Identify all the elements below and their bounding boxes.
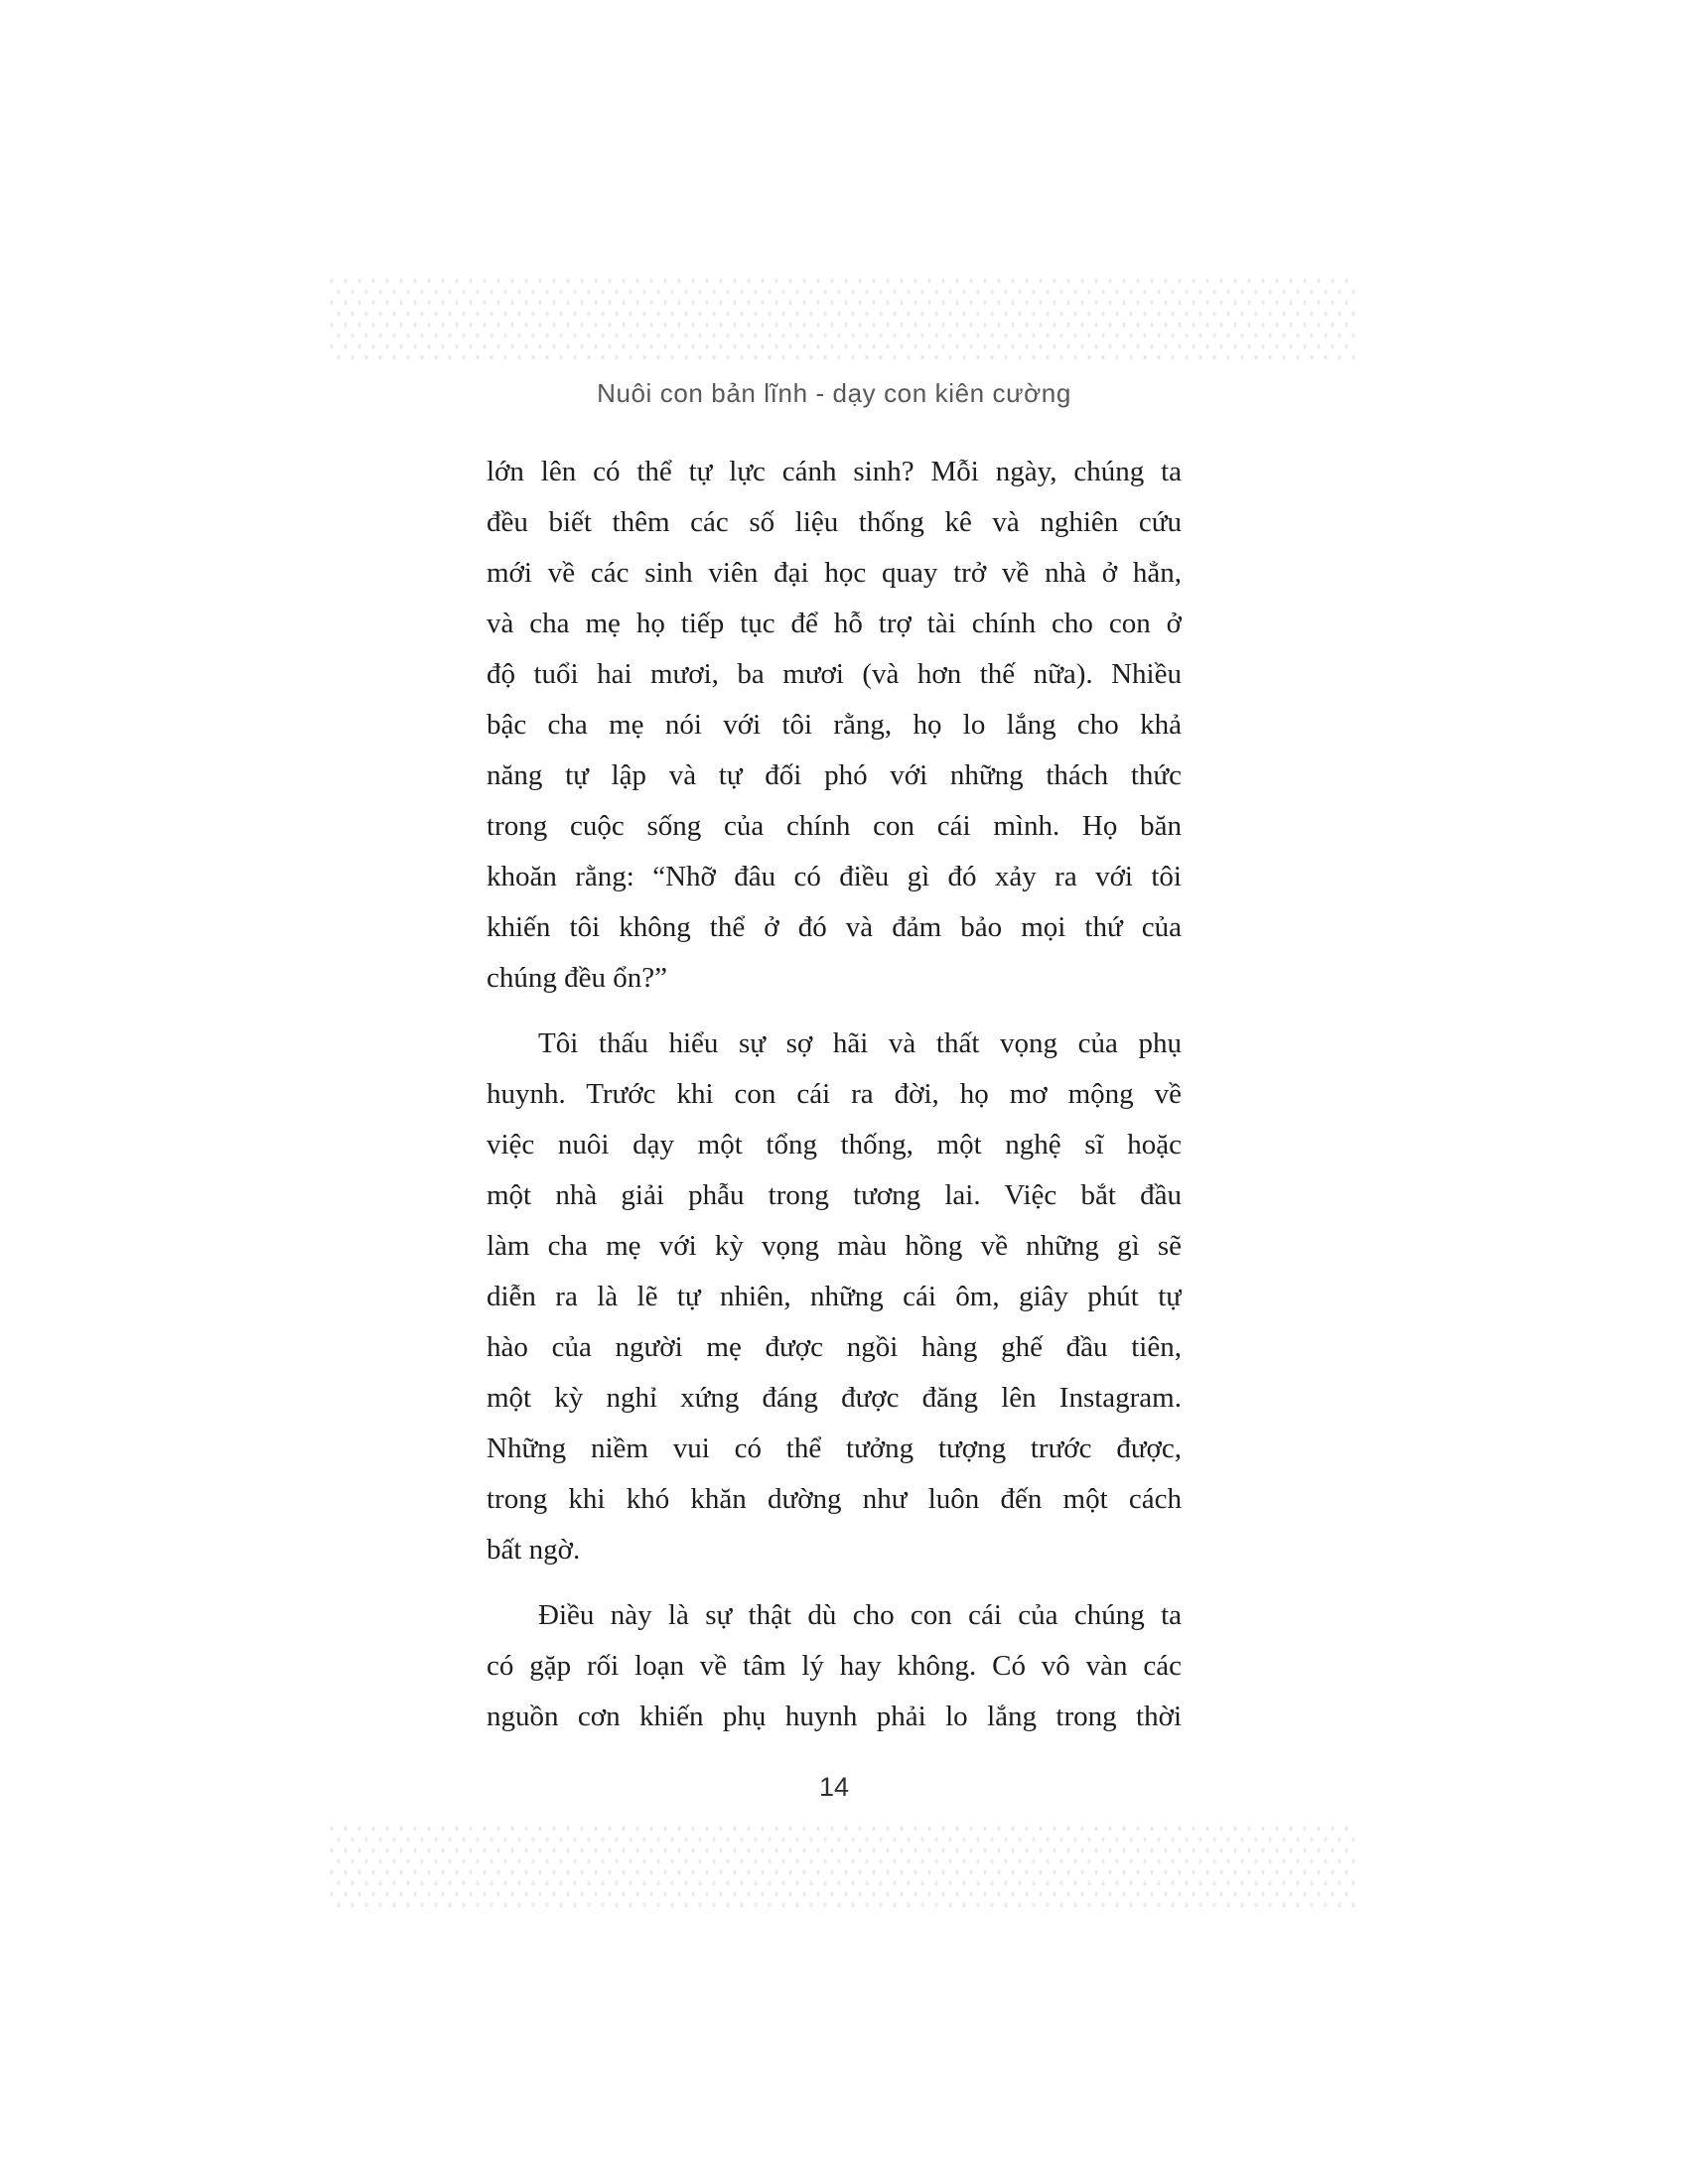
- running-header: Nuôi con bản lĩnh - dạy con kiên cường: [597, 378, 1071, 408]
- text-line: làm cha mẹ với kỳ vọng màu hồng về những gì sẽ: [487, 1230, 1182, 1262]
- paragraph: [487, 447, 1182, 1004]
- text-line: chúng đều ổn?”: [487, 962, 667, 994]
- text-line: một kỳ nghỉ xứng đáng được đăng lên Instagram.: [487, 1382, 1182, 1414]
- text-line: hào của người mẹ được ngồi hàng ghế đầu tiên,: [487, 1331, 1182, 1363]
- text-line: mới về các sinh viên đại học quay trở về nhà ở hẳn,: [487, 557, 1182, 589]
- text-line: huynh. Trước khi con cái ra đời, họ mơ mộng về: [487, 1078, 1182, 1110]
- decorative-dot-pattern-top: [328, 276, 1358, 363]
- text-line: Những niềm vui có thể tưởng tượng trước được,: [487, 1433, 1182, 1464]
- text-line: một nhà giải phẫu trong tương lai. Việc bắt đầu: [487, 1179, 1182, 1211]
- text-line: năng tự lập và tự đối phó với những thách thức: [487, 759, 1182, 791]
- text-line: khiến tôi không thể ở đó và đảm bảo mọi thứ của: [487, 911, 1182, 943]
- text-line: bất ngờ.: [487, 1534, 581, 1566]
- text-line: khoăn rằng: “Nhỡ đâu có điều gì đó xảy ra với tôi: [487, 861, 1182, 892]
- text-line: việc nuôi dạy một tổng thống, một nghệ sĩ hoặc: [487, 1129, 1182, 1160]
- body-text: [487, 447, 1182, 1742]
- text-line: có gặp rối loạn về tâm lý hay không. Có vô vàn các: [487, 1650, 1182, 1682]
- text-line: trong khi khó khăn dường như luôn đến một cách: [487, 1483, 1182, 1515]
- paragraph: [487, 1019, 1182, 1575]
- text-line: đều biết thêm các số liệu thống kê và nghiên cứu: [487, 506, 1182, 538]
- text-line: nguồn cơn khiến phụ huynh phải lo lắng trong thời: [487, 1701, 1182, 1732]
- text-line: và cha mẹ họ tiếp tục để hỗ trợ tài chính cho con ở: [487, 608, 1182, 639]
- text-line: lớn lên có thể tự lực cánh sinh? Mỗi ngày, chúng ta: [487, 456, 1182, 487]
- decorative-dot-pattern-bottom: [328, 1824, 1358, 1913]
- text-line: Điều này là sự thật dù cho con cái của chúng ta: [538, 1599, 1182, 1631]
- text-line: bậc cha mẹ nói với tôi rằng, họ lo lắng cho khả: [487, 709, 1182, 741]
- page-number: 14: [818, 1772, 850, 1802]
- text-line: diễn ra là lẽ tự nhiên, những cái ôm, giây phút tự: [487, 1281, 1182, 1312]
- text-line: trong cuộc sống của chính con cái mình. Họ băn: [487, 810, 1182, 842]
- text-line: độ tuổi hai mươi, ba mươi (và hơn thế nữa). Nhiều: [487, 658, 1182, 690]
- paragraph: [487, 1590, 1182, 1742]
- text-line: Tôi thấu hiểu sự sợ hãi và thất vọng của phụ: [538, 1027, 1182, 1059]
